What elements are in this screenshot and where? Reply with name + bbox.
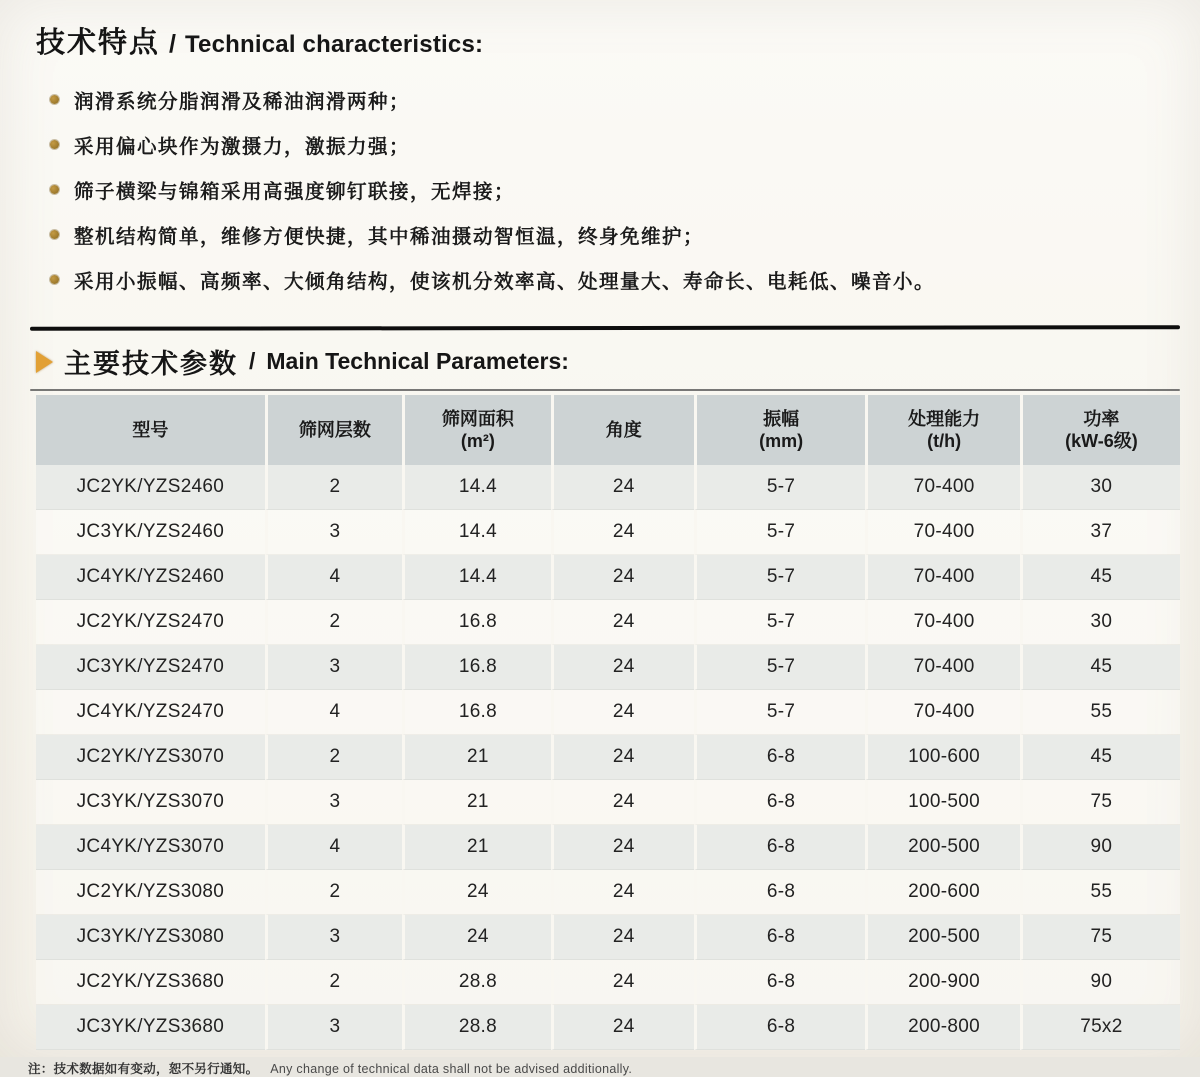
cell-amplitude: 6-8 <box>694 735 866 780</box>
cell-angle: 24 <box>551 690 694 735</box>
bullet-text: 润滑系统分脂润滑及稀油润滑两种； <box>74 90 411 113</box>
cell-power: 30 <box>1020 465 1180 510</box>
table-row <box>36 645 1180 690</box>
cell-capacity: 100-500 <box>865 780 1019 825</box>
header-power: 功率 (kW-6级) <box>1020 395 1180 465</box>
cell-area: 28.8 <box>402 960 551 1005</box>
header-capacity: 处理能力 (t/h) <box>865 395 1019 465</box>
cell-area: 21 <box>402 735 551 780</box>
table-row <box>36 915 1180 960</box>
cell-layers: 4 <box>265 825 402 870</box>
cell-amplitude: 5-7 <box>694 555 866 600</box>
cell-angle: 24 <box>551 780 694 825</box>
cell-model: JC2YK/YZS3680 <box>36 960 265 1005</box>
bullet-dot-icon <box>50 140 59 149</box>
header-model: 型号 <box>36 395 265 465</box>
cell-capacity: 70-400 <box>865 510 1019 555</box>
table-row <box>36 780 1180 825</box>
tech-bullet-list <box>50 77 1180 302</box>
cell-model: JC2YK/YZS3080 <box>36 870 265 915</box>
header-amplitude: 振幅 (mm) <box>694 395 866 465</box>
bullet-item <box>50 167 1180 212</box>
cell-capacity: 70-400 <box>865 690 1019 735</box>
table-row <box>36 510 1180 555</box>
cell-amplitude: 5-7 <box>694 465 866 510</box>
tech-title-en: Technical characteristics: <box>184 31 484 58</box>
cell-power: 75 <box>1020 915 1180 960</box>
cell-amplitude: 5-7 <box>694 690 866 735</box>
table-header <box>36 395 1180 465</box>
cell-amplitude: 6-8 <box>694 870 866 915</box>
bullet-dot-icon <box>50 275 59 284</box>
cell-layers: 3 <box>265 1005 402 1050</box>
cell-model: JC4YK/YZS3070 <box>36 825 265 870</box>
cell-power: 90 <box>1020 825 1180 870</box>
table-row <box>36 555 1180 600</box>
cell-area: 14.4 <box>402 465 551 510</box>
bullet-text: 筛子横梁与锦箱采用高强度铆钉联接，无焊接； <box>74 180 516 203</box>
cell-capacity: 200-900 <box>865 960 1019 1005</box>
triangle-marker-icon <box>36 351 53 373</box>
footer-note-en: Any change of technical data shall not be advised additionally. <box>270 1062 633 1076</box>
parameters-table <box>36 395 1180 1050</box>
cell-amplitude: 5-7 <box>694 645 866 690</box>
cell-amplitude: 5-7 <box>694 600 866 645</box>
cell-model: JC3YK/YZS2470 <box>36 645 265 690</box>
cell-layers: 4 <box>265 690 402 735</box>
cell-power: 75 <box>1020 780 1180 825</box>
cell-angle: 24 <box>551 555 694 600</box>
cell-area: 14.4 <box>402 555 551 600</box>
cell-layers: 2 <box>265 465 402 510</box>
params-title-divider: / <box>249 348 256 374</box>
section-divider-bar <box>30 325 1180 331</box>
bullet-item <box>50 212 1180 257</box>
params-title-zh: 主要技术参数 <box>64 349 238 379</box>
table-row <box>36 600 1180 645</box>
cell-amplitude: 6-8 <box>694 915 866 960</box>
cell-power: 30 <box>1020 600 1180 645</box>
cell-capacity: 70-400 <box>865 645 1019 690</box>
bullet-item <box>50 122 1180 167</box>
cell-model: JC3YK/YZS3680 <box>36 1005 265 1050</box>
table-row <box>36 960 1180 1005</box>
cell-model: JC3YK/YZS3080 <box>36 915 265 960</box>
footer-note <box>28 1059 1180 1077</box>
cell-model: JC3YK/YZS3070 <box>36 780 265 825</box>
bullet-dot-icon <box>50 230 59 239</box>
bullet-dot-icon <box>50 95 59 104</box>
cell-area: 24 <box>402 870 551 915</box>
table-row <box>36 825 1180 870</box>
bullet-text: 整机结构简单，维修方便快捷，其中稀油摄动智恒温，终身免维护； <box>74 225 705 248</box>
bullet-dot-icon <box>50 185 59 194</box>
header-layers: 筛网层数 <box>265 395 402 465</box>
cell-amplitude: 6-8 <box>694 1005 866 1050</box>
cell-area: 16.8 <box>402 690 551 735</box>
cell-power: 45 <box>1020 555 1180 600</box>
cell-power: 37 <box>1020 510 1180 555</box>
cell-angle: 24 <box>551 465 694 510</box>
cell-power: 75x2 <box>1020 1005 1180 1050</box>
cell-model: JC4YK/YZS2460 <box>36 555 265 600</box>
cell-layers: 3 <box>265 915 402 960</box>
cell-model: JC3YK/YZS2460 <box>36 510 265 555</box>
cell-capacity: 70-400 <box>865 555 1019 600</box>
cell-model: JC2YK/YZS3070 <box>36 735 265 780</box>
cell-power: 55 <box>1020 870 1180 915</box>
cell-area: 28.8 <box>402 1005 551 1050</box>
params-title-en: Main Technical Parameters: <box>266 348 569 374</box>
tech-characteristics-title <box>36 20 1180 61</box>
cell-layers: 2 <box>265 960 402 1005</box>
cell-power: 45 <box>1020 645 1180 690</box>
cell-angle: 24 <box>551 645 694 690</box>
title-underline <box>30 389 1180 391</box>
table-row <box>36 870 1180 915</box>
cell-layers: 3 <box>265 510 402 555</box>
cell-amplitude: 6-8 <box>694 825 866 870</box>
cell-angle: 24 <box>551 915 694 960</box>
cell-area: 14.4 <box>402 510 551 555</box>
cell-angle: 24 <box>551 1005 694 1050</box>
cell-capacity: 200-500 <box>865 915 1019 960</box>
cell-capacity: 100-600 <box>865 735 1019 780</box>
cell-capacity: 200-600 <box>865 870 1019 915</box>
cell-angle: 24 <box>551 510 694 555</box>
cell-capacity: 70-400 <box>865 600 1019 645</box>
cell-area: 16.8 <box>402 645 551 690</box>
table-row <box>36 1005 1180 1050</box>
cell-area: 21 <box>402 780 551 825</box>
header-row <box>36 395 1180 465</box>
cell-layers: 4 <box>265 555 402 600</box>
cell-amplitude: 5-7 <box>694 510 866 555</box>
cell-power: 55 <box>1020 690 1180 735</box>
cell-model: JC4YK/YZS2470 <box>36 690 265 735</box>
bullet-text: 采用偏心块作为激摄力，激振力强； <box>74 135 411 158</box>
bullet-text: 采用小振幅、高频率、大倾角结构，使该机分效率高、处理量大、寿命长、电耗低、噪音小。 <box>74 270 936 293</box>
cell-area: 16.8 <box>402 600 551 645</box>
cell-layers: 3 <box>265 780 402 825</box>
cell-layers: 3 <box>265 645 402 690</box>
cell-capacity: 200-800 <box>865 1005 1019 1050</box>
footer-note-zh: 注：技术数据如有变动，恕不另行通知。 <box>28 1062 259 1076</box>
bullet-item <box>50 77 1180 122</box>
cell-amplitude: 6-8 <box>694 780 866 825</box>
table-row <box>36 465 1180 510</box>
header-area: 筛网面积 (m²) <box>402 395 551 465</box>
cell-capacity: 70-400 <box>865 465 1019 510</box>
header-angle: 角度 <box>551 395 694 465</box>
cell-power: 45 <box>1020 735 1180 780</box>
cell-area: 24 <box>402 915 551 960</box>
title-divider: / <box>169 30 176 58</box>
bullet-item <box>50 257 1180 302</box>
cell-layers: 2 <box>265 600 402 645</box>
table-row <box>36 735 1180 780</box>
cell-model: JC2YK/YZS2470 <box>36 600 265 645</box>
table-body <box>36 465 1180 1050</box>
cell-angle: 24 <box>551 825 694 870</box>
cell-power: 90 <box>1020 960 1180 1005</box>
cell-layers: 2 <box>265 735 402 780</box>
cell-angle: 24 <box>551 870 694 915</box>
cell-angle: 24 <box>551 735 694 780</box>
cell-angle: 24 <box>551 960 694 1005</box>
cell-capacity: 200-500 <box>865 825 1019 870</box>
table-row <box>36 690 1180 735</box>
cell-model: JC2YK/YZS2460 <box>36 465 265 510</box>
cell-area: 21 <box>402 825 551 870</box>
main-parameters-title <box>36 342 1180 381</box>
cell-layers: 2 <box>265 870 402 915</box>
cell-angle: 24 <box>551 600 694 645</box>
tech-title-zh: 技术特点 <box>36 27 161 59</box>
cell-amplitude: 6-8 <box>694 960 866 1005</box>
